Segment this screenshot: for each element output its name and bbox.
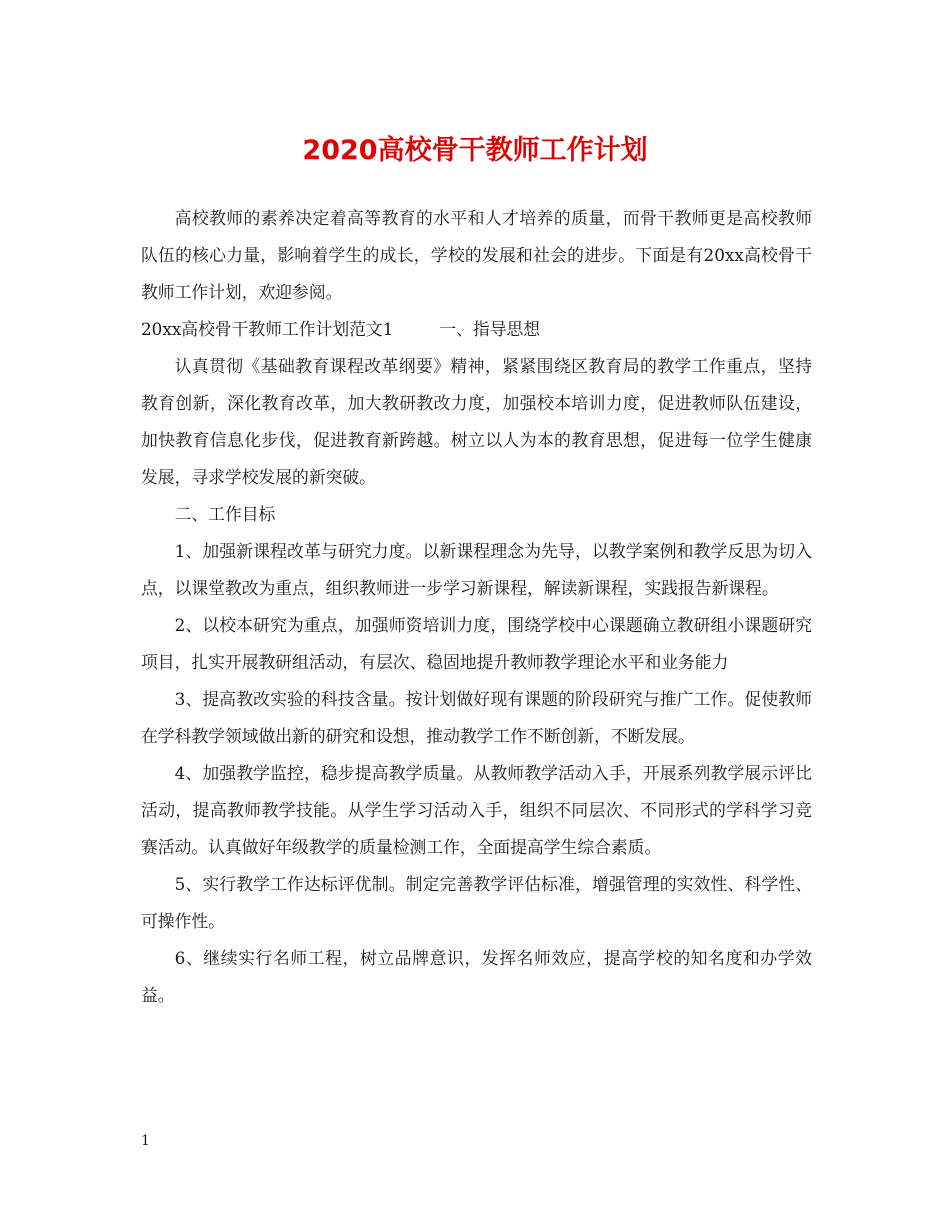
goal-paragraph-5: 5、实行教学工作达标评优制。制定完善教学评估标准，增强管理的实效性、科学性、可操作性。 — [141, 874, 812, 931]
goal-paragraph-1: 1、加强新课程改革与研究力度。以新课程理念为先导，以教学案例和教学反思为切入点，以课堂教改为重点，组织教师进一步学习新课程，解读新课程，实践报告新课程。 — [141, 541, 812, 598]
page-number: 1 — [141, 1133, 150, 1149]
sample-heading: 20xx高校骨干教师工作计划范文1 — [141, 319, 394, 339]
section1-paragraph: 认真贯彻《基础教育课程改革纲要》精神，紧紧围绕区教育局的教学工作重点，坚持教育创新，深化教育改革，加大教研教改力度，加强校本培训力度，促进教师队伍建设，加快教育信息化步伐，促进教育新跨越。树立以人为本的教育思想，促进每一位学生健康发展，寻求学校发展的新突破。 — [141, 356, 812, 487]
goal-paragraph-4: 4、加强教学监控，稳步提高教学质量。从教师教学活动入手，开展系列教学展示评比活动，提高教师教学技能。从学生学习活动入手，组织不同层次、不同形式的学科学习竞赛活动。认真做好年级教学的质量检测工作，全面提高学生综合素质。 — [141, 763, 812, 857]
document-title: 2020高校骨干教师工作计划 — [302, 135, 648, 166]
goal-paragraph-6: 6、继续实行名师工程，树立品牌意识，发挥名师效应，提高学校的知名度和办学效益。 — [141, 948, 812, 1005]
document-body — [141, 200, 812, 1014]
sample-heading-line — [141, 311, 812, 348]
intro-paragraph: 高校教师的素养决定着高等教育的水平和人才培养的质量，而骨干教师更是高校教师队伍的核心力量，影响着学生的成长，学校的发展和社会的进步。下面是有20xx高校骨干教师工作计划，欢迎参阅。 — [141, 208, 812, 302]
goal-paragraph-3: 3、提高教改实验的科技含量。按计划做好现有课题的阶段研究与推广工作。促使教师在学科教学领域做出新的研究和设想，推动教学工作不断创新，不断发展。 — [141, 689, 812, 746]
section1-heading: 一、指导思想 — [439, 319, 541, 339]
goal-paragraph-2: 2、以校本研究为重点，加强师资培训力度，围绕学校中心课题确立教研组小课题研究项目，扎实开展教研组活动，有层次、稳固地提升教师教学理论水平和业务能力 — [141, 615, 812, 672]
section2-heading: 二、工作目标 — [174, 504, 276, 524]
